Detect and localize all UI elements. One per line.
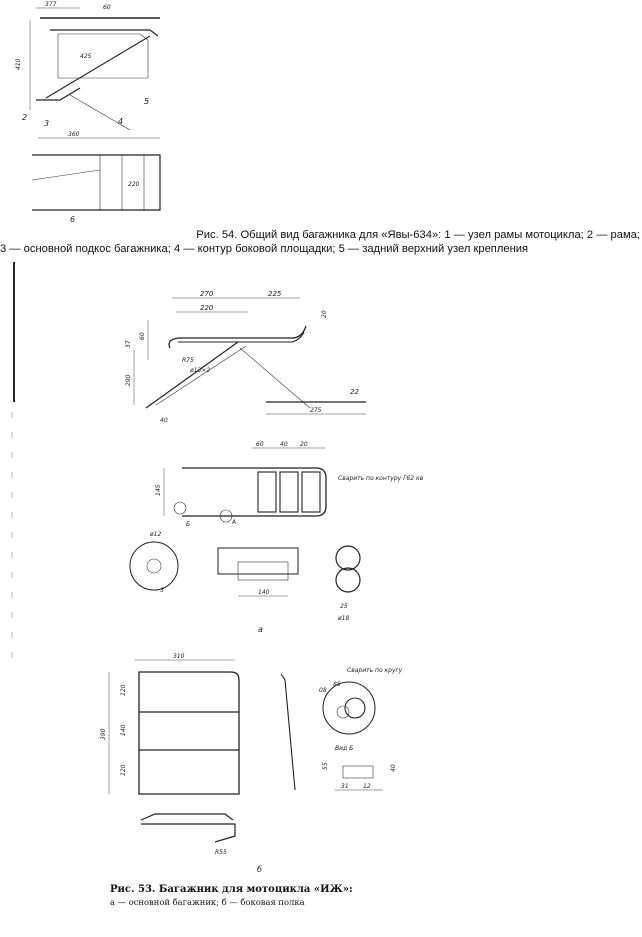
dim-140b-label: 140 bbox=[120, 724, 127, 736]
dim-22-label: 22 bbox=[350, 388, 359, 396]
mark-a-label: A bbox=[232, 519, 237, 526]
dim-d5-label: 5 bbox=[160, 587, 164, 594]
lower-mount bbox=[36, 88, 80, 100]
mount-ring-small bbox=[337, 706, 349, 718]
small-dim-label: 60 bbox=[103, 4, 111, 11]
section-circle-bottom bbox=[336, 568, 360, 592]
dim-d25-label: 25 bbox=[340, 603, 348, 610]
slat-3 bbox=[302, 472, 320, 512]
dim-120b-label: 120 bbox=[120, 764, 127, 776]
shelf-frame bbox=[139, 672, 239, 794]
secondary-strut bbox=[156, 346, 246, 405]
shelf-side-rod bbox=[281, 674, 295, 790]
main-strut bbox=[46, 36, 150, 98]
shelf-profile-bottom bbox=[141, 824, 235, 842]
figure-53b-drawing bbox=[95, 650, 425, 880]
inner-dim-label: 220 bbox=[128, 181, 140, 188]
dim-140-label: 140 bbox=[258, 589, 270, 596]
part-5-label: 5 bbox=[144, 97, 150, 106]
dim-r40-label: 40 bbox=[160, 417, 168, 424]
pipe-note: Сварить по контуру Г62 кв bbox=[338, 475, 424, 482]
figure-54-caption-line-1: Рис. 54. Общий вид багажника для «Явы-634»: 1 — узел рамы мотоцикла; 2 — рама; bbox=[196, 229, 640, 241]
detail-b-disc bbox=[130, 542, 178, 590]
dim-20-label: 20 bbox=[300, 441, 308, 448]
section-circle-top bbox=[336, 546, 360, 570]
scan-margin-marks bbox=[0, 262, 20, 682]
label-b: б bbox=[257, 865, 262, 874]
dim-012-label: ø12 bbox=[150, 531, 162, 538]
part-4-label: 4 bbox=[118, 117, 124, 126]
label-a: а bbox=[258, 625, 263, 634]
dim-31-label: 31 bbox=[341, 783, 349, 790]
dim-40b-label: 40 bbox=[390, 764, 397, 772]
dim-55-label: 55 bbox=[322, 762, 329, 770]
dim-390-label: 390 bbox=[100, 728, 107, 740]
dim-r20-label: 20 bbox=[321, 310, 328, 318]
dim-270-label: 270 bbox=[200, 290, 214, 298]
figure-54-caption-line-2: 3 — основной подкос багажника; 4 — контур боковой площадки; 5 — задний верхний узел крепления bbox=[0, 243, 529, 255]
figure-53-caption bbox=[110, 884, 353, 907]
dim-r55-label: R55 bbox=[215, 849, 227, 856]
dim-40-label: 40 bbox=[280, 441, 288, 448]
dim-d13-label: ø13×2 bbox=[190, 367, 211, 374]
dim-220-label: 220 bbox=[200, 304, 214, 312]
slat-1 bbox=[258, 472, 276, 512]
rack-top-bar bbox=[169, 326, 306, 348]
dim-145-label: 145 bbox=[155, 484, 162, 496]
mark-b-label: Б bbox=[186, 521, 191, 528]
dim-310-label: 310 bbox=[173, 653, 185, 660]
dim-37-label: 37 bbox=[125, 340, 132, 348]
figure-54-caption bbox=[0, 228, 642, 256]
dim-60-label: 60 bbox=[139, 332, 146, 340]
dim-85-label: 85 bbox=[333, 681, 341, 688]
top-view-frame bbox=[32, 155, 160, 210]
detail-a-clip bbox=[238, 562, 288, 580]
figure-53-caption-title: Рис. 53. Багажник для мотоцикла «ИЖ»: bbox=[110, 884, 353, 895]
part-3-label: 3 bbox=[44, 119, 50, 128]
height-dim-label: 410 bbox=[15, 58, 22, 70]
figure-53a-top-view bbox=[120, 438, 424, 638]
dim-ks-label: 08 bbox=[319, 687, 327, 694]
dim-120a-label: 120 bbox=[120, 684, 127, 696]
mark-b-circle bbox=[174, 502, 186, 514]
diag-dim-label: 425 bbox=[80, 53, 92, 60]
dim-d18-label: ø18 bbox=[338, 615, 350, 622]
rack-inner-bar bbox=[178, 332, 304, 342]
dim-225-label: 225 bbox=[268, 290, 282, 298]
top-view-strut bbox=[32, 170, 100, 180]
weld-note: Сварить по кругу bbox=[347, 667, 403, 674]
detail-a-tube bbox=[218, 548, 298, 574]
slat-2 bbox=[280, 472, 298, 512]
dim-r60-label: 60 bbox=[256, 441, 264, 448]
mount-disc bbox=[323, 682, 375, 734]
width-dim-label: 360 bbox=[68, 131, 80, 138]
view-b-profile bbox=[343, 766, 373, 778]
top-frame bbox=[182, 468, 326, 516]
figure-54-drawing bbox=[10, 0, 170, 225]
part-2-label: 2 bbox=[22, 113, 28, 122]
view-b-label: Вид Б bbox=[335, 745, 354, 752]
dim-12-label: 12 bbox=[363, 783, 371, 790]
side-platform-outline bbox=[58, 34, 148, 78]
shelf-profile-top bbox=[141, 814, 233, 820]
figure-53-caption-sub: а — основной багажник; б — боковая полка bbox=[110, 897, 305, 907]
main-strut bbox=[146, 342, 238, 408]
part-6-label: 6 bbox=[70, 215, 76, 224]
dim-290-label: 290 bbox=[125, 374, 132, 386]
detail-b-hole bbox=[147, 559, 161, 573]
figure-53a-side-view bbox=[120, 290, 390, 430]
lower-support bbox=[240, 348, 310, 408]
dim-r75-label: R75 bbox=[182, 357, 194, 364]
dim-275-label: 275 bbox=[310, 407, 322, 414]
top-dim-label: 377 bbox=[45, 1, 57, 8]
